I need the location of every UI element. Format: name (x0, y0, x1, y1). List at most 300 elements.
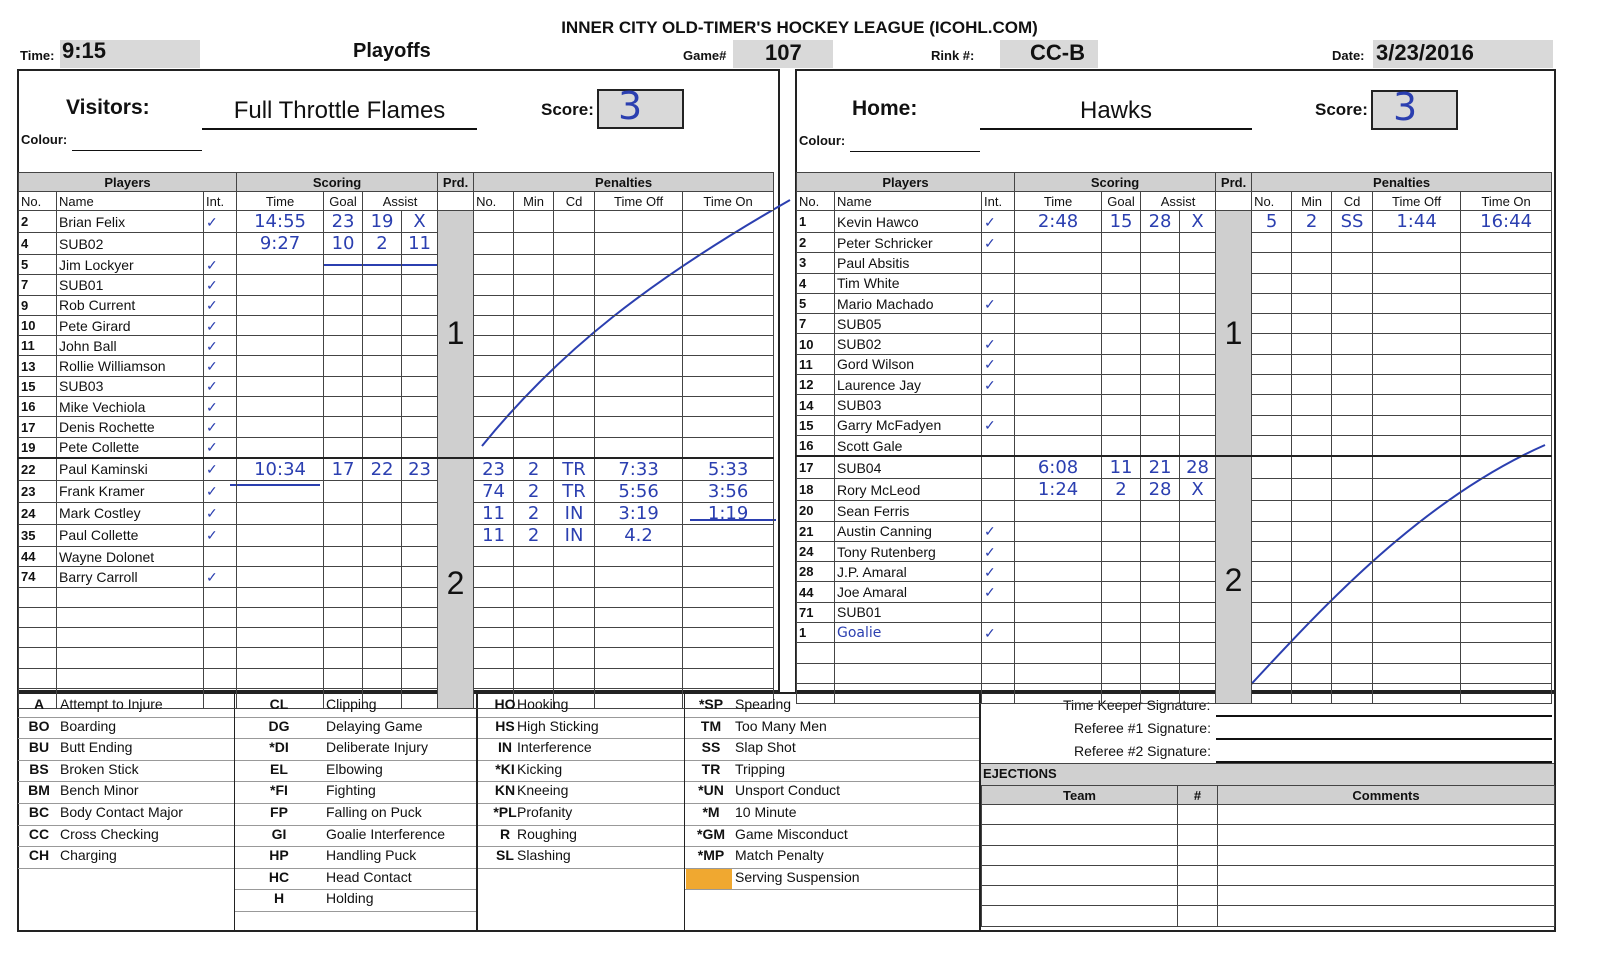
penalty-min-cell[interactable] (1292, 479, 1332, 501)
penalty-time-on-cell[interactable] (683, 376, 774, 396)
penalty-time-off-cell[interactable] (595, 295, 683, 315)
penalty-time-on-cell[interactable] (1461, 683, 1552, 703)
penalty-time-off-cell[interactable] (595, 689, 683, 709)
penalty-cd-cell[interactable] (1332, 541, 1373, 561)
penalty-min-cell[interactable]: 2 (514, 502, 554, 524)
penalty-time-on-cell[interactable] (683, 437, 774, 458)
penalty-cd-cell[interactable] (554, 356, 595, 376)
penalty-time-off-cell[interactable] (1373, 501, 1461, 521)
penalty-time-off-cell[interactable] (1373, 375, 1461, 395)
ejection-team-cell[interactable] (982, 906, 1178, 926)
penalty-min-cell[interactable] (1292, 435, 1332, 456)
penalty-no-cell[interactable]: 11 (474, 502, 514, 524)
penalty-time-on-cell[interactable] (1461, 521, 1552, 541)
penalty-no-cell[interactable] (1252, 663, 1292, 683)
scoring-assist1-cell[interactable]: 22 (363, 458, 402, 481)
penalty-no-cell[interactable] (474, 567, 514, 587)
penalty-cd-cell[interactable] (1332, 602, 1373, 622)
scoring-time-cell[interactable] (237, 607, 324, 627)
player-int-check[interactable]: ✓ (204, 336, 237, 356)
penalty-cd-cell[interactable] (1332, 562, 1373, 582)
scoring-assist2-cell[interactable] (1180, 582, 1216, 602)
penalty-cd-cell[interactable]: SS (1332, 211, 1373, 233)
penalty-time-off-cell[interactable] (1373, 456, 1461, 479)
scoring-time-cell[interactable] (1015, 375, 1102, 395)
scoring-assist2-cell[interactable] (1180, 314, 1216, 334)
player-name[interactable]: Mario Machado (835, 293, 982, 313)
penalty-time-off-cell[interactable] (1373, 233, 1461, 253)
scoring-assist2-cell[interactable] (1180, 253, 1216, 273)
penalty-min-cell[interactable] (1292, 334, 1332, 354)
penalty-cd-cell[interactable] (1332, 683, 1373, 703)
penalty-cd-cell[interactable] (1332, 435, 1373, 456)
penalty-no-cell[interactable] (474, 376, 514, 396)
scoring-assist1-cell[interactable] (363, 255, 402, 275)
player-name[interactable]: Laurence Jay (835, 375, 982, 395)
penalty-time-on-cell[interactable] (683, 648, 774, 668)
scoring-time-cell[interactable] (237, 417, 324, 437)
penalty-cd-cell[interactable]: TR (554, 458, 595, 481)
penalty-min-cell[interactable] (514, 275, 554, 295)
penalty-cd-cell[interactable] (1332, 643, 1373, 663)
penalty-no-cell[interactable] (474, 275, 514, 295)
penalty-no-cell[interactable] (474, 315, 514, 335)
player-name[interactable]: Brian Felix (57, 211, 204, 233)
scoring-goal-cell[interactable] (1102, 643, 1141, 663)
scoring-time-cell[interactable] (1015, 501, 1102, 521)
scoring-goal-cell[interactable] (1102, 582, 1141, 602)
player-number[interactable]: 44 (797, 582, 835, 602)
scoring-time-cell[interactable] (1015, 562, 1102, 582)
scoring-assist1-cell[interactable] (363, 628, 402, 648)
scoring-assist1-cell[interactable] (1141, 395, 1180, 415)
penalty-no-cell[interactable] (1252, 273, 1292, 293)
player-name[interactable]: Mark Costley (57, 502, 204, 524)
penalty-cd-cell[interactable]: IN (554, 502, 595, 524)
player-number[interactable]: 35 (19, 524, 57, 546)
scoring-goal-cell[interactable] (324, 524, 363, 546)
penalty-min-cell[interactable] (514, 607, 554, 627)
scoring-assist2-cell[interactable] (1180, 663, 1216, 683)
penalty-cd-cell[interactable] (554, 397, 595, 417)
timekeeper-signature-line[interactable] (1216, 715, 1552, 717)
scoring-time-cell[interactable] (237, 587, 324, 607)
player-number[interactable]: 16 (797, 435, 835, 456)
player-int-check[interactable] (204, 607, 237, 627)
player-number[interactable]: 9 (19, 295, 57, 315)
scoring-goal-cell[interactable] (1102, 501, 1141, 521)
ejection-team-cell[interactable] (982, 886, 1178, 906)
scoring-time-cell[interactable] (1015, 334, 1102, 354)
penalty-no-cell[interactable] (474, 587, 514, 607)
penalty-min-cell[interactable] (1292, 582, 1332, 602)
penalty-no-cell[interactable] (474, 295, 514, 315)
player-int-check[interactable] (204, 546, 237, 566)
scoring-assist1-cell[interactable] (363, 336, 402, 356)
scoring-assist2-cell[interactable] (402, 356, 438, 376)
player-int-check[interactable] (982, 273, 1015, 293)
player-int-check[interactable] (982, 395, 1015, 415)
scoring-time-cell[interactable] (1015, 541, 1102, 561)
scoring-assist2-cell[interactable]: X (402, 211, 438, 233)
player-int-check[interactable]: ✓ (982, 415, 1015, 435)
penalty-no-cell[interactable] (1252, 415, 1292, 435)
scoring-time-cell[interactable] (237, 255, 324, 275)
player-int-check[interactable]: ✓ (982, 623, 1015, 643)
player-name[interactable]: Frank Kramer (57, 480, 204, 502)
scoring-assist1-cell[interactable] (363, 546, 402, 566)
scoring-assist1-cell[interactable] (1141, 562, 1180, 582)
penalty-time-off-cell[interactable] (595, 397, 683, 417)
penalty-cd-cell[interactable] (554, 376, 595, 396)
scoring-goal-cell[interactable] (1102, 435, 1141, 456)
penalty-time-off-cell[interactable] (1373, 395, 1461, 415)
player-name[interactable]: John Ball (57, 336, 204, 356)
penalty-cd-cell[interactable] (554, 336, 595, 356)
player-int-check[interactable]: ✓ (204, 211, 237, 233)
scoring-goal-cell[interactable] (324, 255, 363, 275)
referee1-signature-line[interactable] (1216, 738, 1552, 740)
player-name[interactable]: Rory McLeod (835, 479, 982, 501)
penalty-time-off-cell[interactable] (595, 607, 683, 627)
player-number[interactable] (19, 668, 57, 688)
player-int-check[interactable] (204, 668, 237, 688)
player-int-check[interactable]: ✓ (982, 541, 1015, 561)
penalty-min-cell[interactable]: 2 (514, 458, 554, 481)
penalty-time-off-cell[interactable] (1373, 354, 1461, 374)
penalty-time-on-cell[interactable] (683, 295, 774, 315)
scoring-assist1-cell[interactable] (1141, 541, 1180, 561)
scoring-assist1-cell[interactable] (1141, 334, 1180, 354)
player-int-check[interactable] (204, 648, 237, 668)
scoring-assist1-cell[interactable] (1141, 375, 1180, 395)
scoring-goal-cell[interactable] (324, 437, 363, 458)
player-int-check[interactable]: ✓ (982, 334, 1015, 354)
scoring-time-cell[interactable] (237, 502, 324, 524)
ejection-num-cell[interactable] (1178, 805, 1218, 825)
penalty-time-off-cell[interactable] (595, 255, 683, 275)
player-int-check[interactable]: ✓ (982, 375, 1015, 395)
scoring-assist2-cell[interactable] (1180, 623, 1216, 643)
ejection-team-cell[interactable] (982, 825, 1178, 845)
penalty-no-cell[interactable] (1252, 395, 1292, 415)
player-number[interactable]: 24 (797, 541, 835, 561)
scoring-goal-cell[interactable] (1102, 334, 1141, 354)
scoring-time-cell[interactable] (237, 336, 324, 356)
penalty-time-on-cell[interactable] (1461, 623, 1552, 643)
penalty-cd-cell[interactable] (1332, 415, 1373, 435)
player-name[interactable]: Gord Wilson (835, 354, 982, 374)
penalty-no-cell[interactable] (1252, 456, 1292, 479)
scoring-assist1-cell[interactable] (363, 275, 402, 295)
penalty-no-cell[interactable] (474, 233, 514, 255)
scoring-assist2-cell[interactable] (1180, 521, 1216, 541)
scoring-assist2-cell[interactable] (1180, 233, 1216, 253)
scoring-goal-cell[interactable] (1102, 293, 1141, 313)
penalty-time-on-cell[interactable] (683, 546, 774, 566)
penalty-time-off-cell[interactable] (595, 376, 683, 396)
penalty-time-off-cell[interactable] (1373, 623, 1461, 643)
scoring-assist2-cell[interactable] (402, 376, 438, 396)
penalty-cd-cell[interactable] (554, 668, 595, 688)
player-int-check[interactable] (982, 479, 1015, 501)
player-name[interactable]: SUB01 (57, 275, 204, 295)
penalty-cd-cell[interactable] (1332, 273, 1373, 293)
scoring-assist2-cell[interactable] (1180, 643, 1216, 663)
scoring-assist2-cell[interactable] (402, 668, 438, 688)
player-name[interactable]: Sean Ferris (835, 501, 982, 521)
scoring-assist1-cell[interactable] (1141, 582, 1180, 602)
player-name[interactable]: Rob Current (57, 295, 204, 315)
scoring-goal-cell[interactable] (324, 315, 363, 335)
scoring-goal-cell[interactable]: 23 (324, 211, 363, 233)
penalty-min-cell[interactable] (1292, 273, 1332, 293)
ejection-num-cell[interactable] (1178, 865, 1218, 885)
penalty-min-cell[interactable]: 2 (514, 480, 554, 502)
player-name[interactable] (57, 607, 204, 627)
penalty-no-cell[interactable] (474, 628, 514, 648)
scoring-assist1-cell[interactable] (1141, 233, 1180, 253)
penalty-time-off-cell[interactable] (1373, 334, 1461, 354)
penalty-time-on-cell[interactable] (683, 567, 774, 587)
penalty-cd-cell[interactable] (554, 628, 595, 648)
scoring-assist1-cell[interactable] (363, 524, 402, 546)
scoring-assist1-cell[interactable] (1141, 683, 1180, 703)
scoring-time-cell[interactable]: 14:55 (237, 211, 324, 233)
player-number[interactable]: 4 (797, 273, 835, 293)
scoring-assist1-cell[interactable] (1141, 293, 1180, 313)
player-name[interactable]: Peter Schricker (835, 233, 982, 253)
penalty-no-cell[interactable] (1252, 293, 1292, 313)
penalty-no-cell[interactable] (1252, 521, 1292, 541)
penalty-time-on-cell[interactable] (683, 397, 774, 417)
penalty-min-cell[interactable] (514, 546, 554, 566)
penalty-time-on-cell[interactable]: 1:19 (683, 502, 774, 524)
scoring-time-cell[interactable]: 2:48 (1015, 211, 1102, 233)
scoring-assist2-cell[interactable] (1180, 293, 1216, 313)
penalty-min-cell[interactable] (1292, 623, 1332, 643)
scoring-goal-cell[interactable] (1102, 253, 1141, 273)
penalty-time-on-cell[interactable] (683, 668, 774, 688)
scoring-assist1-cell[interactable] (1141, 253, 1180, 273)
penalty-min-cell[interactable] (514, 437, 554, 458)
scoring-time-cell[interactable] (1015, 415, 1102, 435)
penalty-no-cell[interactable] (1252, 334, 1292, 354)
player-number[interactable] (19, 628, 57, 648)
player-number[interactable]: 7 (19, 275, 57, 295)
scoring-assist1-cell[interactable] (1141, 663, 1180, 683)
penalty-cd-cell[interactable] (1332, 521, 1373, 541)
penalty-min-cell[interactable] (514, 295, 554, 315)
player-int-check[interactable]: ✓ (982, 562, 1015, 582)
player-number[interactable]: 23 (19, 480, 57, 502)
scoring-assist1-cell[interactable] (363, 668, 402, 688)
scoring-goal-cell[interactable]: 2 (1102, 479, 1141, 501)
penalty-min-cell[interactable]: 2 (1292, 211, 1332, 233)
penalty-time-off-cell[interactable] (595, 567, 683, 587)
penalty-time-on-cell[interactable] (1461, 479, 1552, 501)
player-name[interactable]: Tony Rutenberg (835, 541, 982, 561)
scoring-time-cell[interactable] (1015, 643, 1102, 663)
scoring-assist2-cell[interactable] (402, 255, 438, 275)
penalty-time-off-cell[interactable] (1373, 479, 1461, 501)
player-int-check[interactable] (204, 587, 237, 607)
penalty-time-off-cell[interactable]: 7:33 (595, 458, 683, 481)
player-number[interactable]: 74 (19, 567, 57, 587)
scoring-assist2-cell[interactable] (402, 502, 438, 524)
penalty-cd-cell[interactable] (554, 437, 595, 458)
scoring-time-cell[interactable] (1015, 253, 1102, 273)
scoring-assist2-cell[interactable] (1180, 541, 1216, 561)
ejection-team-cell[interactable] (982, 805, 1178, 825)
scoring-goal-cell[interactable] (324, 607, 363, 627)
penalty-time-on-cell[interactable] (683, 336, 774, 356)
penalty-cd-cell[interactable] (554, 255, 595, 275)
penalty-time-on-cell[interactable] (1461, 334, 1552, 354)
player-int-check[interactable] (204, 689, 237, 709)
scoring-assist2-cell[interactable] (402, 567, 438, 587)
penalty-min-cell[interactable] (1292, 253, 1332, 273)
penalty-no-cell[interactable] (474, 336, 514, 356)
scoring-time-cell[interactable] (237, 437, 324, 458)
penalty-min-cell[interactable] (514, 211, 554, 233)
scoring-assist1-cell[interactable] (1141, 602, 1180, 622)
scoring-time-cell[interactable] (1015, 435, 1102, 456)
penalty-time-on-cell[interactable] (1461, 293, 1552, 313)
player-number[interactable]: 21 (797, 521, 835, 541)
scoring-goal-cell[interactable] (1102, 562, 1141, 582)
player-number[interactable]: 20 (797, 501, 835, 521)
scoring-time-cell[interactable] (1015, 521, 1102, 541)
scoring-goal-cell[interactable] (1102, 273, 1141, 293)
player-int-check[interactable]: ✓ (204, 376, 237, 396)
penalty-time-on-cell[interactable] (1461, 233, 1552, 253)
penalty-time-off-cell[interactable] (1373, 253, 1461, 273)
scoring-assist2-cell[interactable] (402, 275, 438, 295)
player-name[interactable]: J.P. Amaral (835, 562, 982, 582)
player-int-check[interactable] (204, 628, 237, 648)
player-number[interactable]: 5 (797, 293, 835, 313)
ejection-comment-cell[interactable] (1218, 865, 1555, 885)
scoring-time-cell[interactable] (237, 480, 324, 502)
ejection-comment-cell[interactable] (1218, 845, 1555, 865)
penalty-no-cell[interactable] (1252, 233, 1292, 253)
penalty-min-cell[interactable] (1292, 643, 1332, 663)
penalty-no-cell[interactable] (474, 546, 514, 566)
scoring-assist1-cell[interactable] (363, 376, 402, 396)
scoring-assist1-cell[interactable] (1141, 273, 1180, 293)
scoring-goal-cell[interactable] (324, 397, 363, 417)
player-int-check[interactable] (204, 233, 237, 255)
scoring-goal-cell[interactable] (324, 275, 363, 295)
penalty-time-off-cell[interactable] (1373, 314, 1461, 334)
scoring-time-cell[interactable] (1015, 582, 1102, 602)
scoring-goal-cell[interactable] (324, 546, 363, 566)
player-number[interactable]: 24 (19, 502, 57, 524)
penalty-time-on-cell[interactable] (683, 524, 774, 546)
scoring-assist2-cell[interactable] (402, 607, 438, 627)
player-name[interactable]: SUB03 (57, 376, 204, 396)
player-number[interactable] (797, 643, 835, 663)
scoring-assist2-cell[interactable] (1180, 683, 1216, 703)
scoring-time-cell[interactable] (237, 668, 324, 688)
scoring-time-cell[interactable]: 10:34 (237, 458, 324, 481)
scoring-goal-cell[interactable] (1102, 683, 1141, 703)
penalty-min-cell[interactable] (1292, 354, 1332, 374)
penalty-time-off-cell[interactable] (595, 315, 683, 335)
penalty-no-cell[interactable] (1252, 479, 1292, 501)
player-name[interactable]: Kevin Hawco (835, 211, 982, 233)
player-int-check[interactable] (982, 683, 1015, 703)
scoring-goal-cell[interactable] (1102, 415, 1141, 435)
scoring-assist2-cell[interactable] (402, 336, 438, 356)
player-name[interactable]: Wayne Dolonet (57, 546, 204, 566)
scoring-time-cell[interactable] (1015, 354, 1102, 374)
penalty-cd-cell[interactable] (1332, 663, 1373, 683)
penalty-no-cell[interactable] (1252, 602, 1292, 622)
penalty-no-cell[interactable] (1252, 435, 1292, 456)
penalty-time-off-cell[interactable] (595, 233, 683, 255)
scoring-assist2-cell[interactable] (1180, 435, 1216, 456)
player-number[interactable]: 15 (19, 376, 57, 396)
penalty-min-cell[interactable] (514, 587, 554, 607)
penalty-time-on-cell[interactable] (683, 233, 774, 255)
penalty-no-cell[interactable] (1252, 683, 1292, 703)
player-name[interactable]: SUB04 (835, 456, 982, 479)
player-number[interactable]: 11 (797, 354, 835, 374)
scoring-assist2-cell[interactable] (1180, 562, 1216, 582)
player-number[interactable]: 10 (797, 334, 835, 354)
penalty-time-off-cell[interactable] (595, 275, 683, 295)
scoring-goal-cell[interactable] (1102, 663, 1141, 683)
player-number[interactable]: 12 (797, 375, 835, 395)
player-name[interactable]: Pete Collette (57, 437, 204, 458)
scoring-assist2-cell[interactable] (402, 295, 438, 315)
penalty-time-on-cell[interactable] (1461, 456, 1552, 479)
player-int-check[interactable] (982, 456, 1015, 479)
penalty-cd-cell[interactable] (1332, 314, 1373, 334)
penalty-time-on-cell[interactable] (683, 417, 774, 437)
penalty-no-cell[interactable] (1252, 354, 1292, 374)
player-number[interactable] (797, 683, 835, 703)
scoring-assist1-cell[interactable] (1141, 643, 1180, 663)
penalty-cd-cell[interactable] (1332, 293, 1373, 313)
penalty-no-cell[interactable] (1252, 582, 1292, 602)
penalty-cd-cell[interactable] (554, 587, 595, 607)
penalty-min-cell[interactable] (1292, 501, 1332, 521)
penalty-min-cell[interactable] (1292, 233, 1332, 253)
penalty-time-on-cell[interactable] (1461, 435, 1552, 456)
player-number[interactable]: 16 (19, 397, 57, 417)
penalty-time-off-cell[interactable] (595, 587, 683, 607)
penalty-time-on-cell[interactable]: 16:44 (1461, 211, 1552, 233)
player-name[interactable]: Garry McFadyen (835, 415, 982, 435)
penalty-min-cell[interactable] (514, 628, 554, 648)
player-name[interactable]: Rollie Williamson (57, 356, 204, 376)
ejection-comment-cell[interactable] (1218, 906, 1555, 926)
ejection-num-cell[interactable] (1178, 906, 1218, 926)
scoring-assist1-cell[interactable]: 28 (1141, 479, 1180, 501)
penalty-cd-cell[interactable] (1332, 623, 1373, 643)
player-name[interactable]: SUB01 (835, 602, 982, 622)
scoring-assist2-cell[interactable] (402, 689, 438, 709)
scoring-assist2-cell[interactable]: 28 (1180, 456, 1216, 479)
scoring-assist2-cell[interactable] (402, 437, 438, 458)
penalty-cd-cell[interactable] (554, 607, 595, 627)
penalty-cd-cell[interactable] (554, 546, 595, 566)
player-number[interactable]: 1 (797, 623, 835, 643)
scoring-time-cell[interactable] (237, 397, 324, 417)
